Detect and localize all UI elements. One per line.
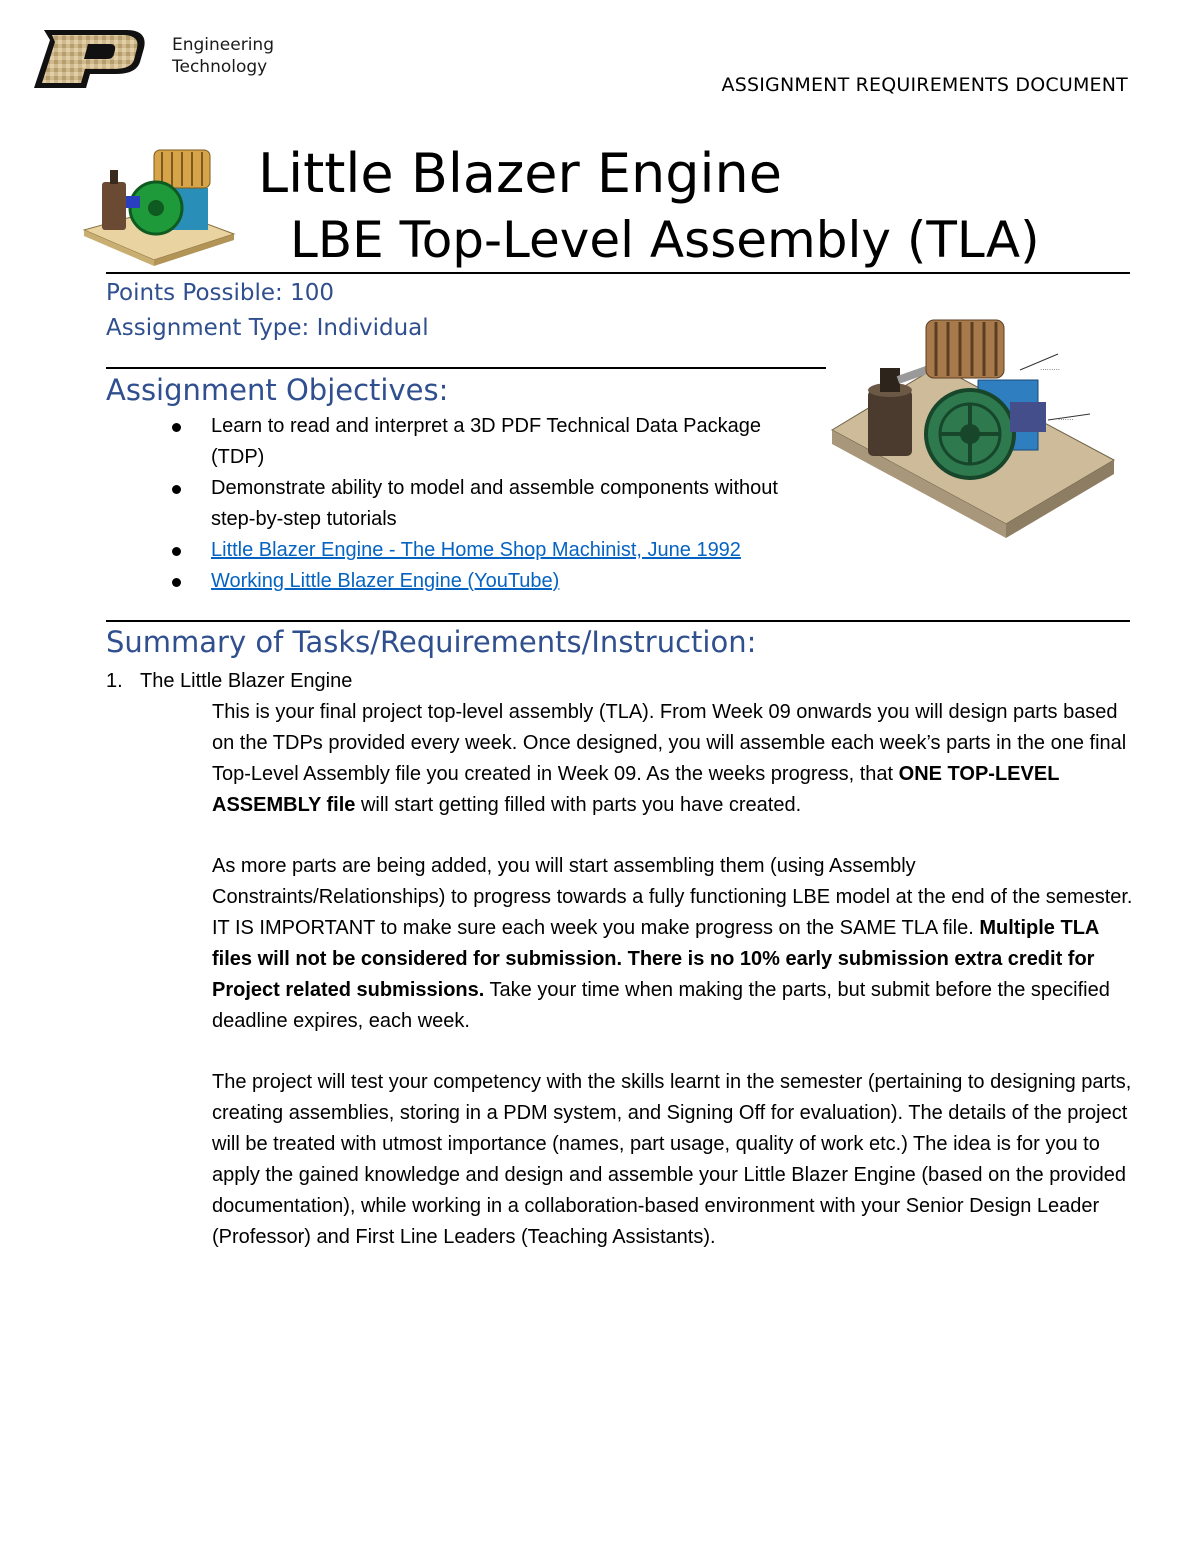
home-shop-machinist-link[interactable]: Little Blazer Engine - The Home Shop Machinist, June 1992: [211, 539, 741, 561]
department-name: [172, 34, 274, 78]
points-possible: Points Possible: 100: [106, 280, 334, 306]
dept-line-1: Engineering: [172, 35, 274, 55]
objective-link-item: [166, 566, 806, 597]
purdue-logo: [30, 28, 150, 90]
title-divider: [106, 272, 1130, 274]
paragraph-project-competency: The project will test your competency with the skills learnt in the semester (pertaining to designing parts, creating assemblies, storing in a PDM system, and Signing Off for evaluation). The details of the project will be treated with utmost importance (names, part usage, quality of work etc.) The idea is for you to apply the gained knowledge and design and assemble your Little Blazer Engine (based on the provided documentation), while working in a collaboration-based environment with your Senior Design Leader (Professor) and First Line Leaders (Teaching Assistants).: [212, 1071, 1132, 1248]
meta-divider: [106, 367, 826, 369]
paragraph-assembly-progress: As more parts are being added, you will start assembling them (using Assembly Constraints/Relationships) to progress towards a fully functioning LBE model at the end of the semester. IT IS IMPORTANT to make sure each week you make progress on the SAME TLA file. Multiple TLA files will not be considered for submission. There is no 10% early submission extra credit for Project related submissions. Take your time when making the parts, but submit before the specified deadline expires, each week.: [212, 855, 1133, 1032]
summary-divider: [106, 620, 1130, 622]
document-subtitle: LBE Top-Level Assembly (TLA): [290, 211, 1040, 269]
objective-item: Demonstrate ability to model and assemble components without step-by-step tutorials: [166, 473, 806, 535]
svg-text:.........: .........: [1040, 364, 1061, 372]
document-type: ASSIGNMENT REQUIREMENTS DOCUMENT: [721, 74, 1128, 96]
task-title: The Little Blazer Engine: [140, 670, 353, 692]
engine-thumbnail-image: [78, 138, 238, 268]
objective-link-item: [166, 535, 806, 566]
bullet-icon: [172, 423, 181, 432]
summary-heading: Summary of Tasks/Requirements/Instruction:: [106, 625, 757, 659]
objective-item: Learn to read and interpret a 3D PDF Technical Data Package (TDP): [166, 411, 806, 473]
youtube-link[interactable]: Working Little Blazer Engine (YouTube): [211, 570, 560, 592]
document-title: Little Blazer Engine: [258, 142, 782, 205]
bullet-icon: [172, 485, 181, 494]
bullet-icon: [172, 578, 181, 587]
objectives-list: [166, 411, 806, 597]
assignment-type: Assignment Type: Individual: [106, 315, 429, 341]
objectives-heading: Assignment Objectives:: [106, 373, 449, 407]
paragraph-tla-overview: This is your final project top-level assembly (TLA). From Week 09 onwards you will design parts based on the TDPs provided every week. Once designed, you will assemble each week’s parts in the one final Top-Level Assembly file you created in Week 09. As the weeks progress, that ONE TOP-LEVEL ASSEMBLY file will start getting filled with parts you have created.: [212, 701, 1127, 816]
svg-text:.......: .......: [1058, 414, 1074, 422]
task-heading: [106, 666, 352, 697]
bullet-icon: [172, 547, 181, 556]
engine-assembly-image: [828, 310, 1118, 542]
dept-line-2: Technology: [172, 57, 268, 77]
task-number: 1.: [106, 670, 123, 692]
